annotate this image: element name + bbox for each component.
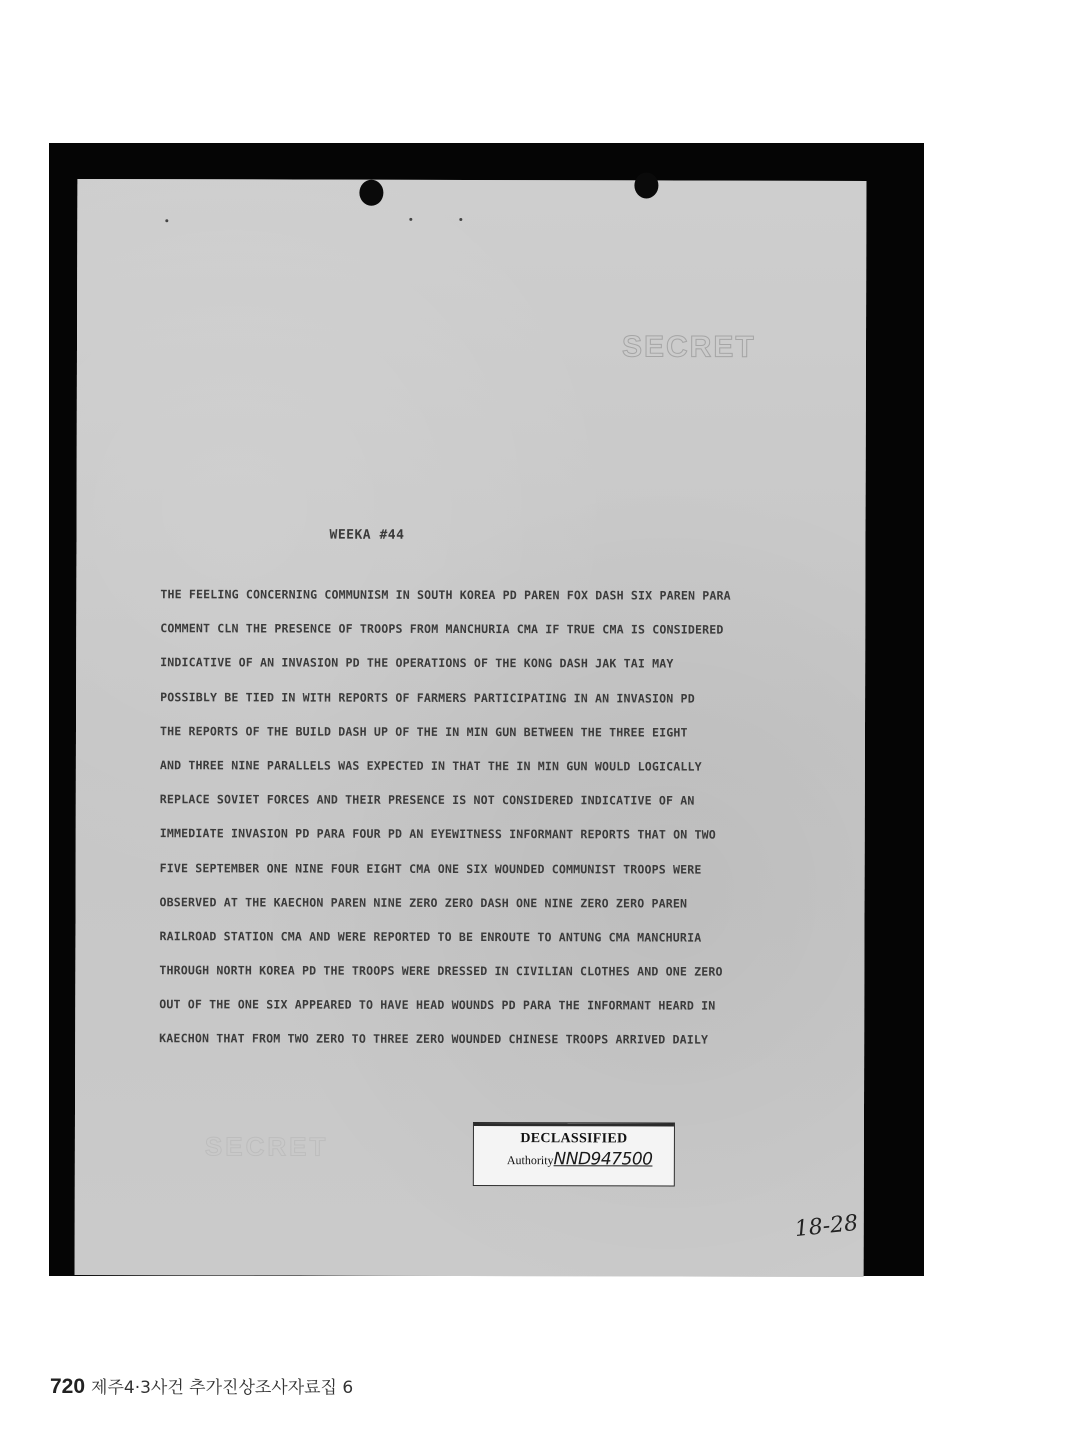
declassified-stamp xyxy=(473,1122,675,1187)
body-line: IMMEDIATE INVASION PD PARA FOUR PD AN EYEWITNESS INFORMANT REPORTS THAT ON TWO xyxy=(159,826,716,842)
body-line: OBSERVED AT THE KAECHON PAREN NINE ZERO ZERO DASH ONE NINE ZERO ZERO PAREN xyxy=(159,894,688,911)
document-page xyxy=(75,179,867,1277)
body-line: RAILROAD STATION CMA AND WERE REPORTED TO BE ENROUTE TO ANTUNG CMA MANCHURIA xyxy=(159,929,702,945)
punch-hole-right xyxy=(634,172,658,198)
page-footer xyxy=(50,1373,353,1399)
paper-speck xyxy=(165,219,168,222)
paper-speck xyxy=(459,218,462,221)
paper-speck xyxy=(409,218,412,221)
document-heading: WEEKA #44 xyxy=(329,527,405,543)
body-line: AND THREE NINE PARALLELS WAS EXPECTED IN THAT THE IN MIN GUN WOULD LOGICALLY xyxy=(159,758,702,774)
page-number: 720 xyxy=(50,1375,86,1398)
body-line: INDICATIVE OF AN INVASION PD THE OPERATIONS OF THE KONG DASH JAK TAI MAY xyxy=(160,655,674,671)
body-line: KAECHON THAT FROM TWO ZERO TO THREE ZERO WOUNDED CHINESE TROOPS ARRIVED DAILY xyxy=(159,1031,709,1048)
secret-stamp-top: SECRET xyxy=(621,330,756,364)
authority-label: Authority xyxy=(506,1153,554,1168)
body-line: COMMENT CLN THE PRESENCE OF TROOPS FROM MANCHURIA CMA IF TRUE CMA IS CONSIDERED xyxy=(160,621,724,637)
declassified-title: DECLASSIFIED xyxy=(520,1131,628,1147)
body-line: POSSIBLY BE TIED IN WITH REPORTS OF FARMERS PARTICIPATING IN AN INVASION PD xyxy=(160,689,695,706)
body-line: OUT OF THE ONE SIX APPEARED TO HAVE HEAD WOUNDS PD PARA THE INFORMANT HEARD IN xyxy=(159,997,716,1013)
punch-hole-left xyxy=(359,180,383,206)
body-line: THROUGH NORTH KOREA PD THE TROOPS WERE DRESSED IN CIVILIAN CLOTHES AND ONE ZERO xyxy=(159,963,723,979)
document-body xyxy=(159,577,860,1057)
secret-stamp-bottom: SECRET xyxy=(204,1131,329,1162)
body-line: FIVE SEPTEMBER ONE NINE FOUR EIGHT CMA ONE SIX WOUNDED COMMUNIST TROOPS WERE xyxy=(159,860,702,877)
authority-value: NND947500 xyxy=(553,1149,653,1170)
body-line: THE REPORTS OF THE BUILD DASH UP OF THE IN MIN GUN BETWEEN THE THREE EIGHT xyxy=(159,723,688,740)
body-line: REPLACE SOVIET FORCES AND THEIR PRESENCE IS NOT CONSIDERED INDICATIVE OF AN xyxy=(159,792,695,808)
handwritten-page-number: 18-28 xyxy=(793,1210,860,1243)
book-title: 제주4·3사건 추가진상조사자료집 6 xyxy=(91,1378,354,1398)
declassified-authority xyxy=(507,1149,653,1169)
body-line: THE FEELING CONCERNING COMMUNISM IN SOUTH KOREA PD PAREN FOX DASH SIX PAREN PARA xyxy=(160,587,731,603)
scan-frame xyxy=(49,143,924,1276)
